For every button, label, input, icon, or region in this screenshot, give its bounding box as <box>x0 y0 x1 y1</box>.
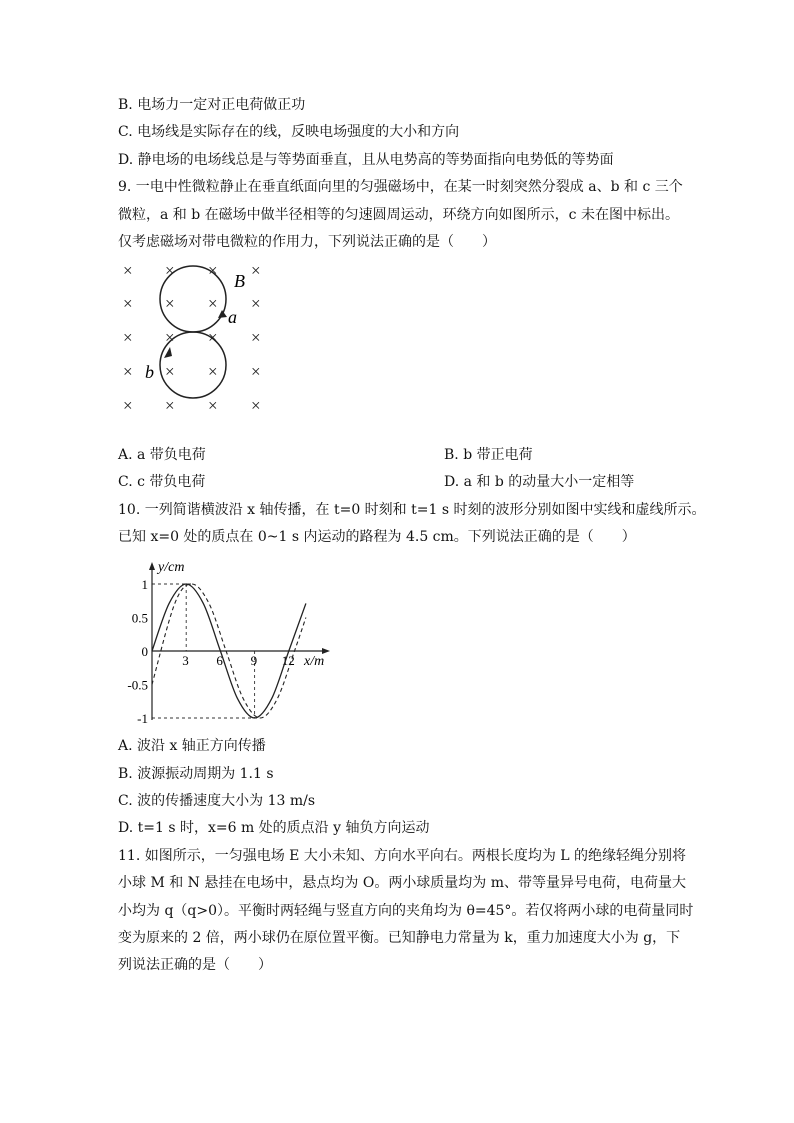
q8-option-c: C. 电场线是实际存在的线，反映电场强度的大小和方向 <box>118 124 460 140</box>
q9-stem-line3: 仅考虑磁场对带电微粒的作用力，下列说法正确的是（ ） <box>118 234 496 250</box>
magnetic-field-figure <box>112 255 282 420</box>
q11-stem-line4: 变为原来的 2 倍，两小球仍在原位置平衡。已知静电力常量为 k，重力加速度大小为 g，下 <box>118 930 681 946</box>
field-cross-2-3: × <box>251 328 261 347</box>
y-axis-label: y/cm <box>158 560 185 575</box>
x-axis-label: x/m <box>304 654 325 669</box>
q10-option-c: C. 波的传播速度大小为 13 m/s <box>118 793 316 809</box>
q10-option-b: B. 波源振动周期为 1.1 s <box>118 766 274 782</box>
field-cross-4-3: × <box>251 396 261 415</box>
y-axis-arrow <box>149 562 155 570</box>
field-cross-2-1: × <box>165 328 175 347</box>
field-cross-0-3: × <box>251 261 261 280</box>
particle-label-a: a <box>228 307 237 327</box>
y-tick-label-2: 0 <box>141 644 148 659</box>
x-tick-label-2: 9 <box>250 653 258 668</box>
q9-option-d: D. a 和 b 的动量大小一定相等 <box>444 474 635 490</box>
q8-option-d: D. 静电场的电场线总是与等势面垂直，且从电势高的等势面指向电势低的等势面 <box>118 152 614 168</box>
field-cross-3-2: × <box>208 362 218 381</box>
field-cross-3-3: × <box>251 362 261 381</box>
q8-option-b: B. 电场力一定对正电荷做正功 <box>118 97 306 113</box>
field-cross-2-0: × <box>123 328 133 347</box>
wave-chart <box>112 558 342 730</box>
field-cross-0-2: × <box>208 261 218 280</box>
q11-stem-line2: 小球 M 和 N 悬挂在电场中，悬点均为 O。两小球质量均为 m、带等量异号电荷，电荷量大 <box>118 875 687 891</box>
field-cross-0-0: × <box>123 261 133 280</box>
field-cross-3-1: × <box>165 362 175 381</box>
field-cross-1-2: × <box>208 294 218 313</box>
q9-stem-line2: 微粒，a 和 b 在磁场中做半径相等的匀速圆周运动，环绕方向如图所示，c 未在图中标出。 <box>118 207 679 223</box>
field-cross-4-1: × <box>165 396 175 415</box>
q10-stem-line1: 10. 一列简谐横波沿 x 轴传播，在 t=0 时刻和 t=1 s 时刻的波形分别如图中实线和虚线所示。 <box>118 502 706 518</box>
q11-stem-line1: 11. 如图所示，一匀强电场 E 大小未知、方向水平向右。两根长度均为 L 的绝缘轻绳分别将 <box>118 848 687 864</box>
q11-stem-line5: 列说法正确的是（ ） <box>118 957 272 973</box>
field-label-B: B <box>234 271 245 291</box>
field-cross-3-0: × <box>123 362 133 381</box>
field-cross-1-3: × <box>251 294 261 313</box>
arrow-a <box>218 310 227 318</box>
particle-label-b: b <box>145 362 154 382</box>
q9-option-a: A. a 带负电荷 <box>118 447 206 463</box>
q10-option-a: A. 波沿 x 轴正方向传播 <box>118 738 266 754</box>
q11-stem-line3: 小均为 q（q>0）。平衡时两轻绳与竖直方向的夹角均为 θ=45°。若仅将两小球的电荷量同时 <box>118 903 694 919</box>
q9-option-b: B. b 带正电荷 <box>444 447 533 463</box>
q10-option-d: D. t=1 s 时，x=6 m 处的质点沿 y 轴负方向运动 <box>118 820 430 836</box>
q9-stem-line1: 9. 一电中性微粒静止在垂直纸面向里的匀强磁场中，在某一时刻突然分裂成 a、b 和 c 三个 <box>118 179 683 195</box>
x-tick-label-0: 3 <box>182 653 189 668</box>
y-tick-label-1: 0.5 <box>131 610 148 626</box>
x-tick-label-1: 6 <box>216 653 223 668</box>
y-tick-label-0: 1 <box>141 577 148 592</box>
q10-stem-line2: 已知 x=0 处的质点在 0~1 s 内运动的路程为 4.5 cm。下列说法正确的是（ ） <box>118 529 636 545</box>
field-cross-1-0: × <box>123 294 133 313</box>
y-tick-label-4: -1 <box>137 711 148 726</box>
y-tick-label-3: -0.5 <box>127 677 148 693</box>
field-cross-4-0: × <box>123 396 133 415</box>
x-tick-label-3: 12 <box>281 653 295 668</box>
q9-option-c: C. c 带负电荷 <box>118 474 206 490</box>
field-cross-1-1: × <box>165 294 175 313</box>
field-cross-4-2: × <box>208 396 218 415</box>
field-cross-2-2: × <box>208 328 218 347</box>
field-cross-0-1: × <box>165 261 175 280</box>
